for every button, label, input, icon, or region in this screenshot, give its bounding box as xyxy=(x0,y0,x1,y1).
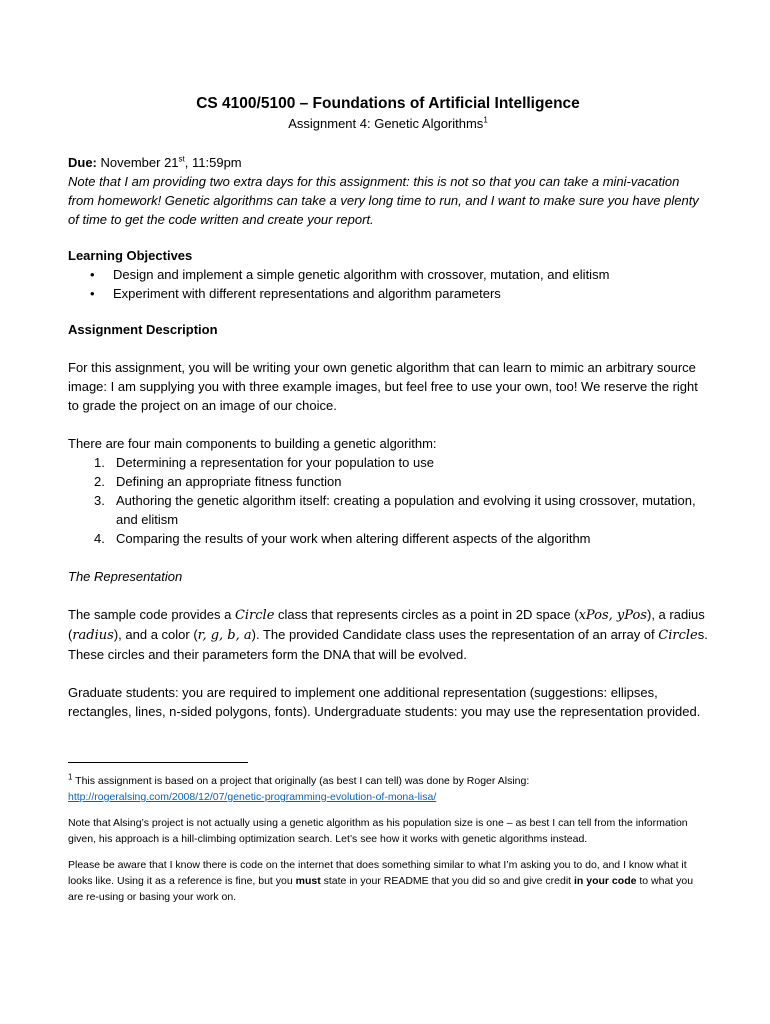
text-span: ), and a color ( xyxy=(113,627,198,642)
document-page xyxy=(68,94,708,721)
list-number: 4. xyxy=(94,531,105,546)
list-number: 1. xyxy=(94,455,105,470)
subtitle-text: Assignment 4: Genetic Algorithms xyxy=(288,116,484,131)
code-term: radius xyxy=(72,628,114,643)
representation-paragraph xyxy=(68,605,708,664)
components-intro: There are four main components to building a genetic algorithm: xyxy=(68,436,437,451)
due-label: Due: xyxy=(68,155,97,170)
description-intro: For this assignment, you will be writing your own genetic algorithm that can learn to mimic an arbitrary source image: I am supplying you with three example images, but feel free to use your own, too! We reserve the right to grade the project on an image of our choice. xyxy=(68,360,698,413)
footnote-divider xyxy=(68,762,248,763)
text-span: to what you are re-using or basing your work on. xyxy=(68,875,694,903)
objectives-heading: Learning Objectives xyxy=(68,248,193,263)
list-item xyxy=(68,491,708,529)
emphasis-in-code: in your code xyxy=(574,875,637,887)
graduate-paragraph: Graduate students: you are required to implement one additional representation (suggestions: ellipses, rectangles, lines, n-sided polygons, fonts). Undergraduate students: you may use the representation provided. xyxy=(68,685,701,719)
due-time: , 11:59pm xyxy=(184,155,242,170)
text-span: ). The provided Candidate class uses the representation of an array of xyxy=(251,627,659,642)
components-list xyxy=(68,453,708,548)
footnote-note: Note that Alsing’s project is not actually using a genetic algorithm as his population size is one – as best I can tell from the information given, his approach is a hill-climbing optimization search. Let’s see how it works with genetic algorithms instead. xyxy=(68,817,688,845)
list-number: 2. xyxy=(94,474,105,489)
due-date-text: November 21 xyxy=(96,155,179,170)
text-span: Please be aware that I know there is code on the internet that does something similar to what I’m asking you to do, and I know what it looks like. Using it as a reference is fine, but you xyxy=(68,859,687,887)
list-item xyxy=(68,472,708,491)
text-span: state in your README that you did so and give credit xyxy=(320,875,575,887)
component-text: Comparing the results of your work when altering different aspects of the algorithm xyxy=(116,531,591,546)
footnotes xyxy=(68,773,708,905)
list-number: 3. xyxy=(94,493,105,508)
text-span: s. These circles and their parameters form the DNA that will be evolved. xyxy=(68,627,708,662)
due-note: Note that I am providing two extra days for this assignment: this is not so that you can take a mini-vacation from homework! Genetic algorithms can take a very long time to run, and I want to make sure you have plenty of time to get the code written and create your report. xyxy=(68,174,699,227)
component-text: Authoring the genetic algorithm itself: creating a population and evolving it using crossover, mutation, and elitism xyxy=(116,493,696,527)
code-term: xPos, yPos xyxy=(578,608,647,623)
text-span: class that represents circles as a point in 2D space ( xyxy=(274,607,579,622)
due-date xyxy=(68,153,708,172)
bullet-icon: • xyxy=(90,267,95,282)
footnote-number: 1 xyxy=(68,772,73,782)
footnote-text: This assignment is based on a project that originally (as best I can tell) was done by Roger Alsing: xyxy=(72,775,530,787)
component-text: Determining a representation for your population to use xyxy=(116,455,434,470)
document-subtitle xyxy=(68,114,708,134)
list-item xyxy=(68,529,708,548)
code-term: Circle xyxy=(234,608,275,623)
due-date-suffix: st xyxy=(178,154,185,164)
footnote-warning xyxy=(68,857,708,905)
footnote-1 xyxy=(68,773,708,789)
objectives-list xyxy=(68,265,708,303)
description-heading: Assignment Description xyxy=(68,322,218,337)
document-title: CS 4100/5100 – Foundations of Artificial Intelligence xyxy=(196,95,580,112)
objective-text: Design and implement a simple genetic algorithm with crossover, mutation, and elitism xyxy=(113,267,610,282)
code-term: Circle xyxy=(658,628,698,643)
component-text: Defining an appropriate fitness function xyxy=(116,474,342,489)
representation-heading: The Representation xyxy=(68,569,183,584)
code-term: r, g, b, a xyxy=(197,628,252,643)
objective-text: Experiment with different representations and algorithm parameters xyxy=(113,286,501,301)
list-item xyxy=(68,453,708,472)
source-link[interactable]: http://rogeralsing.com/2008/12/07/genetic-programming-evolution-of-mona-lisa/ xyxy=(68,791,437,803)
list-item xyxy=(68,265,708,284)
emphasis-must: must xyxy=(295,875,321,887)
footnote-ref[interactable]: 1 xyxy=(483,115,488,125)
bullet-icon: • xyxy=(90,286,95,301)
list-item xyxy=(68,284,708,303)
text-span: ), a radius ( xyxy=(68,607,705,642)
text-span: The sample code provides a xyxy=(68,607,235,622)
